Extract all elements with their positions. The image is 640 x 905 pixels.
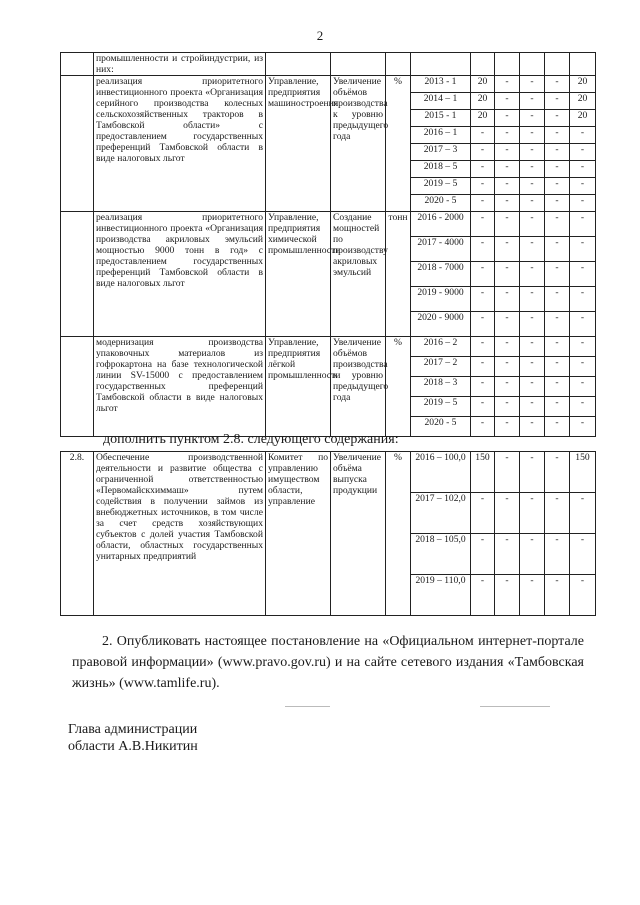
item-2-paragraph [72, 631, 584, 694]
funding-value: - [545, 452, 570, 493]
year-target-cell: 2018 – 5 [411, 161, 471, 178]
funding-value: - [545, 212, 570, 237]
year-target-cell: 2017 – 2 [411, 357, 471, 377]
indicator-cell: Увеличение объёмов производства к уровню предыдущего года [331, 337, 386, 437]
funding-value: - [471, 312, 495, 337]
funding-value: - [495, 287, 520, 312]
funding-value: - [520, 127, 545, 144]
funding-value: - [520, 417, 545, 437]
continuation-text: промышленности и стройиндустрии, из них: [94, 53, 266, 76]
year-row [61, 452, 596, 493]
executor-cell: Управление, предприятия машиностроения [266, 76, 331, 212]
funding-value: - [570, 534, 596, 575]
year-row [61, 212, 596, 237]
funding-value: - [471, 144, 495, 161]
unit-cell: % [386, 452, 411, 616]
year-target-cell: 2020 - 5 [411, 195, 471, 212]
funding-value: - [471, 417, 495, 437]
funding-value: - [545, 110, 570, 127]
year-target-cell: 2020 - 9000 [411, 312, 471, 337]
funding-value: - [495, 93, 520, 110]
funding-value: - [471, 178, 495, 195]
funding-value: - [471, 287, 495, 312]
indicator-cell: Увеличение объёма выпуска продукции [331, 452, 386, 616]
num-cell [61, 212, 94, 337]
program-table-bottom [60, 451, 596, 616]
funding-value: 150 [471, 452, 495, 493]
funding-value: - [495, 534, 520, 575]
separator-line [285, 706, 330, 707]
funding-value: - [495, 493, 520, 534]
funding-value: - [471, 377, 495, 397]
year-target-cell: 2017 – 3 [411, 144, 471, 161]
funding-value: - [545, 493, 570, 534]
funding-value: - [520, 312, 545, 337]
funding-value: - [570, 195, 596, 212]
funding-value: - [570, 312, 596, 337]
executor-cell: Управление, предприятия химической промышленности [266, 212, 331, 337]
item-2-text: Опубликовать настоящее постановление на «Официальном интернет-портале правовой информации» (www.pravo.gov.ru) и на сайте сетевого издания «Тамбовская жизнь» (www.tamlife.ru). [72, 634, 584, 691]
funding-value: 20 [570, 110, 596, 127]
funding-value: - [520, 178, 545, 195]
funding-value: - [495, 161, 520, 178]
funding-value: - [545, 144, 570, 161]
project-rows [61, 76, 596, 437]
funding-value: 20 [471, 110, 495, 127]
funding-value: - [545, 337, 570, 357]
funding-value: - [545, 377, 570, 397]
funding-value: - [495, 262, 520, 287]
funding-value: - [495, 127, 520, 144]
funding-value: - [570, 212, 596, 237]
funding-value: - [545, 397, 570, 417]
item-2-number: 2. [102, 634, 113, 649]
year-target-cell: 2019 – 5 [411, 397, 471, 417]
funding-value: - [471, 161, 495, 178]
num-cell [61, 337, 94, 437]
funding-value: - [570, 357, 596, 377]
funding-value: - [520, 397, 545, 417]
funding-value: - [570, 493, 596, 534]
funding-value: - [495, 312, 520, 337]
project-description: Обеспечение производственной деятельности и развитие общества с ограниченной ответственностью «Первомайскхиммаш» путем содействия в получении займов из внебюджетных источников, в том числе за счет средств хозяйствующих субъектов с долей участия Тамбовской области, областных государственных унитарных предприятий [94, 452, 266, 616]
funding-value: - [570, 287, 596, 312]
funding-value: - [520, 575, 545, 616]
funding-value: - [495, 110, 520, 127]
funding-value: - [520, 237, 545, 262]
unit-cell: % [386, 76, 411, 212]
funding-value: - [471, 262, 495, 287]
year-target-cell: 2017 – 102,0 [411, 493, 471, 534]
year-row [61, 337, 596, 357]
funding-value: - [520, 377, 545, 397]
year-target-cell: 2014 – 1 [411, 93, 471, 110]
funding-value: - [570, 144, 596, 161]
amendment-heading: дополнить пунктом 2.8. следующего содержания: [103, 432, 399, 447]
year-target-cell: 2015 - 1 [411, 110, 471, 127]
funding-value: - [495, 417, 520, 437]
funding-value: - [545, 93, 570, 110]
funding-value: - [545, 534, 570, 575]
funding-value: 20 [570, 93, 596, 110]
funding-value: - [495, 144, 520, 161]
funding-value: - [495, 357, 520, 377]
funding-value: - [471, 337, 495, 357]
funding-value: - [570, 237, 596, 262]
year-target-cell: 2016 – 2 [411, 337, 471, 357]
funding-value: - [520, 452, 545, 493]
funding-value: - [495, 178, 520, 195]
separator-line [480, 706, 550, 707]
funding-value: - [520, 195, 545, 212]
unit-cell: % [386, 337, 411, 437]
year-target-cell: 2018 - 7000 [411, 262, 471, 287]
project-description: модернизация производства упаковочных материалов из гофрокартона на базе технологической линии SV-15000 с предоставлением государственных преференций Тамбовской области в виде налоговых льгот [94, 337, 266, 437]
continuation-row [61, 53, 596, 76]
funding-value: - [471, 127, 495, 144]
funding-value: - [520, 93, 545, 110]
funding-value: - [545, 417, 570, 437]
funding-value: - [570, 377, 596, 397]
funding-value: - [545, 237, 570, 262]
funding-value: - [570, 397, 596, 417]
year-target-cell: 2020 - 5 [411, 417, 471, 437]
funding-value: - [545, 195, 570, 212]
funding-value: 150 [570, 452, 596, 493]
year-target-cell: 2019 – 5 [411, 178, 471, 195]
funding-value: - [545, 161, 570, 178]
num-cell: 2.8. [61, 452, 94, 616]
funding-value: - [545, 287, 570, 312]
funding-value: - [520, 493, 545, 534]
funding-value: - [520, 212, 545, 237]
funding-value: - [570, 161, 596, 178]
item-2-8-rows [61, 452, 596, 616]
funding-value: - [520, 287, 545, 312]
unit-cell: тонн [386, 212, 411, 337]
funding-value: - [520, 534, 545, 575]
funding-value: - [570, 262, 596, 287]
funding-value: - [570, 575, 596, 616]
funding-value: - [520, 76, 545, 93]
funding-value: 20 [471, 76, 495, 93]
year-target-cell: 2016 - 2000 [411, 212, 471, 237]
indicator-cell: Увеличение объёмов производства к уровню предыдущего года [331, 76, 386, 212]
funding-value: - [570, 417, 596, 437]
funding-value: - [495, 212, 520, 237]
funding-value: - [545, 127, 570, 144]
funding-value: - [520, 110, 545, 127]
funding-value: - [520, 262, 545, 287]
funding-value: - [545, 178, 570, 195]
funding-value: - [545, 76, 570, 93]
page-number: 2 [316, 28, 324, 43]
project-description: реализация приоритетного инвестиционного проекта «Организация серийного производства колесных сельскохозяйственных тракторов в Тамбовской области» с предоставлением государственных преференций Тамбовской области в виде налоговых льгот [94, 76, 266, 212]
executor-cell: Комитет по управлению имуществом области, управление [266, 452, 331, 616]
funding-value: - [495, 452, 520, 493]
funding-value: - [471, 212, 495, 237]
funding-value: - [495, 575, 520, 616]
funding-value: - [545, 575, 570, 616]
executor-cell: Управление, предприятия лёгкой промышленности [266, 337, 331, 437]
funding-value: 20 [570, 76, 596, 93]
funding-value: - [471, 493, 495, 534]
funding-value: 20 [471, 93, 495, 110]
funding-value: - [570, 337, 596, 357]
funding-value: - [520, 357, 545, 377]
funding-value: - [495, 377, 520, 397]
funding-value: - [495, 195, 520, 212]
project-description: реализация приоритетного инвестиционного проекта «Организация производства акриловых эмульсий мощностью 9000 тонн в год» с предоставлением государственных преференций Тамбовской области в виде налоговых льгот [94, 212, 266, 337]
funding-value: - [570, 178, 596, 195]
funding-value: - [520, 161, 545, 178]
funding-value: - [520, 144, 545, 161]
year-target-cell: 2013 - 1 [411, 76, 471, 93]
funding-value: - [495, 397, 520, 417]
funding-value: - [495, 76, 520, 93]
year-target-cell: 2016 – 100,0 [411, 452, 471, 493]
num-cell [61, 76, 94, 212]
year-target-cell: 2019 – 110,0 [411, 575, 471, 616]
year-target-cell: 2017 - 4000 [411, 237, 471, 262]
funding-value: - [471, 397, 495, 417]
year-target-cell: 2016 – 1 [411, 127, 471, 144]
year-target-cell: 2018 – 105,0 [411, 534, 471, 575]
funding-value: - [495, 337, 520, 357]
indicator-cell: Создание мощностей по производству акриловых эмульсий [331, 212, 386, 337]
signature-name: области А.В.Никитин [68, 739, 198, 754]
year-target-cell: 2018 – 3 [411, 377, 471, 397]
program-table-top [60, 52, 596, 437]
signature-title: Глава администрации [68, 722, 198, 737]
funding-value: - [520, 337, 545, 357]
funding-value: - [545, 357, 570, 377]
funding-value: - [545, 262, 570, 287]
funding-value: - [471, 534, 495, 575]
num-cell [61, 53, 94, 76]
year-target-cell: 2019 - 9000 [411, 287, 471, 312]
funding-value: - [471, 575, 495, 616]
funding-value: - [495, 237, 520, 262]
funding-value: - [471, 357, 495, 377]
year-row [61, 76, 596, 93]
funding-value: - [570, 127, 596, 144]
funding-value: - [471, 195, 495, 212]
funding-value: - [545, 312, 570, 337]
funding-value: - [471, 237, 495, 262]
